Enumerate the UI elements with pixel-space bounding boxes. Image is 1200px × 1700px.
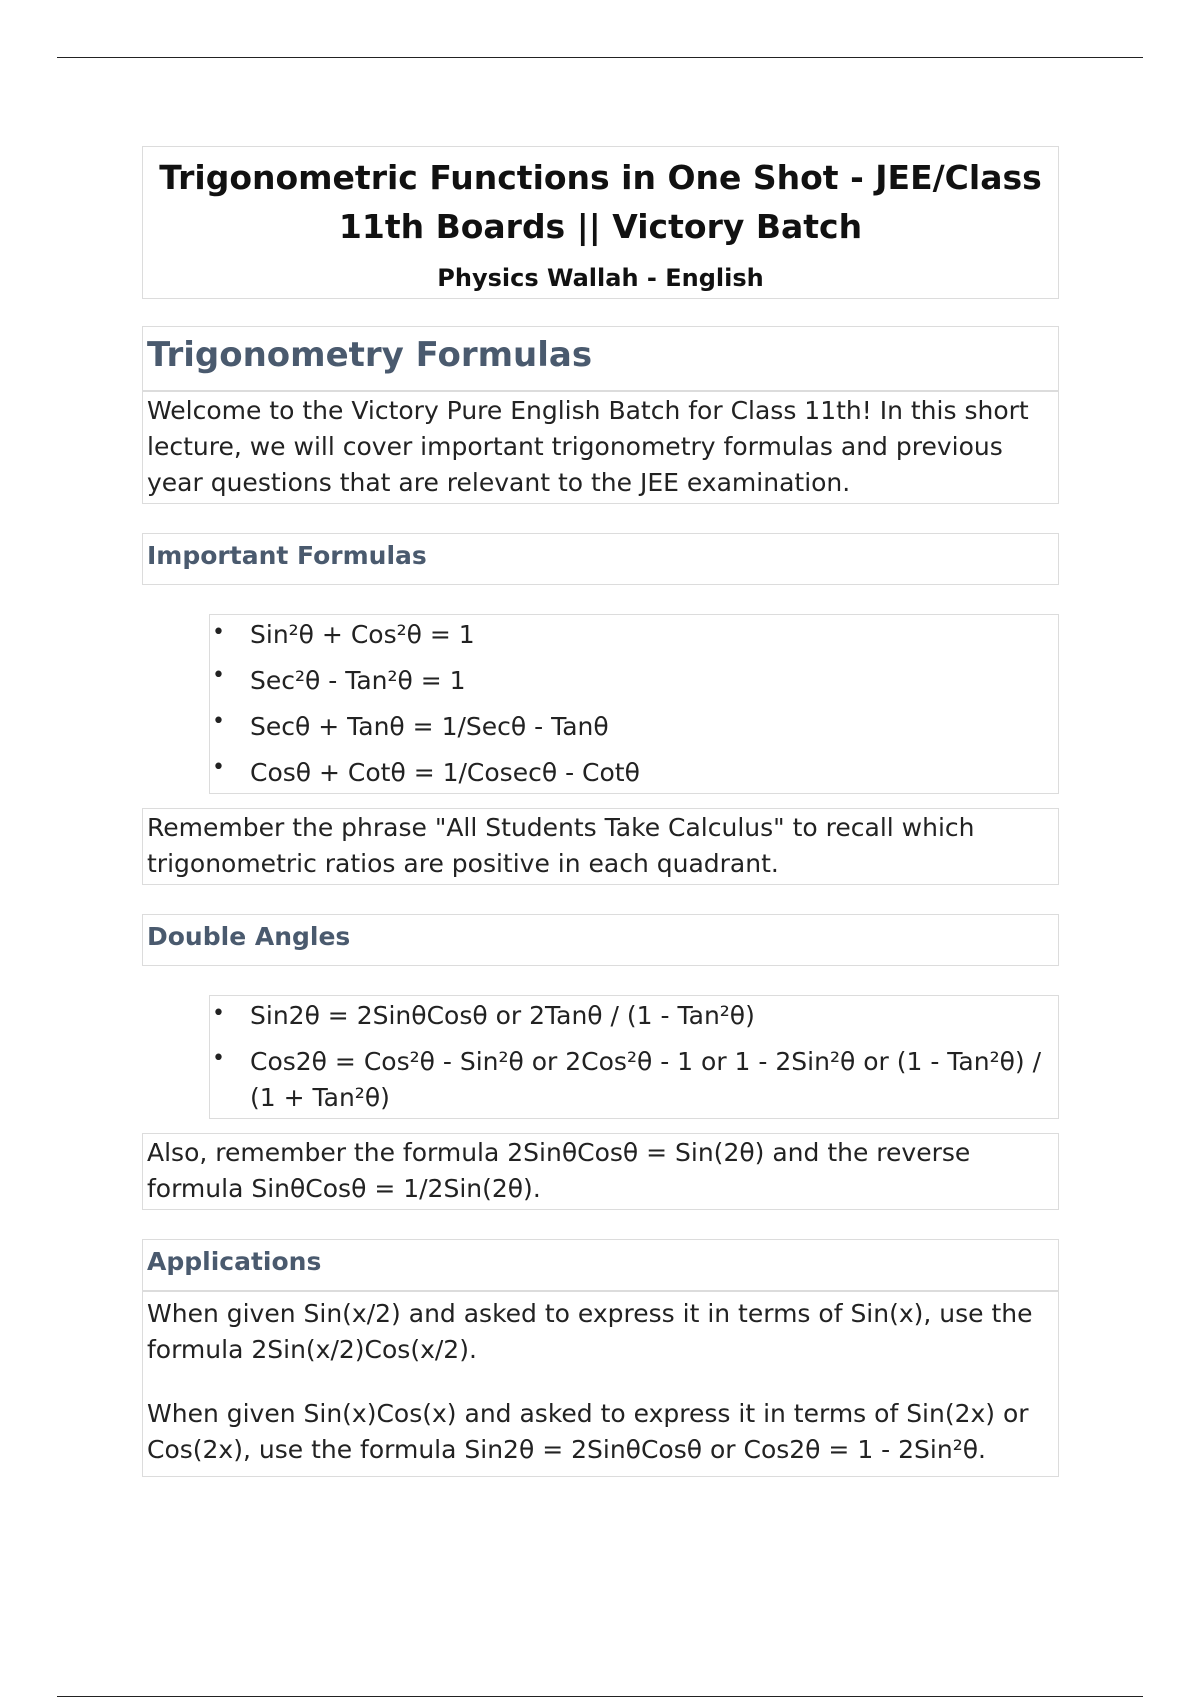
bottom-rule: [57, 1696, 1143, 1697]
double-angles-heading-box: [142, 914, 1059, 966]
quadrant-note: Remember the phrase "All Students Take Calculus" to recall which trigonometric ratios are positive in each quadrant.: [142, 808, 1059, 885]
intro-paragraph: Welcome to the Victory Pure English Batch for Class 11th! In this short lecture, we will cover important trigonometry formulas and previous year questions that are relevant to the JEE examination.: [142, 391, 1059, 504]
application-paragraph: When given Sin(x)Cos(x) and asked to express it in terms of Sin(2x) or Cos(2x), use the formula Sin2θ = 2SinθCosθ or Cos2θ = 1 - 2Sin²θ.: [147, 1399, 1029, 1464]
applications-heading: Applications: [147, 1247, 322, 1276]
document-body: [142, 146, 1059, 1477]
section-heading: Trigonometry Formulas: [147, 335, 593, 375]
list-item: • Cosθ + Cotθ = 1/Cosecθ - Cotθ: [210, 750, 1058, 793]
applications-body: [142, 1291, 1059, 1477]
important-formulas-heading-box: [142, 533, 1059, 585]
list-item: • Cos2θ = Cos²θ - Sin²θ or 2Cos²θ - 1 or 1 - 2Sin²θ or (1 - Tan²θ) / (1 + Tan²θ): [210, 1041, 1058, 1118]
important-formulas-heading: Important Formulas: [147, 541, 427, 570]
applications-heading-box: [142, 1239, 1059, 1291]
list-item: • Secθ + Tanθ = 1/Secθ - Tanθ: [210, 704, 1058, 750]
double-angles-list: [209, 995, 1059, 1119]
double-angles-heading: Double Angles: [147, 922, 351, 951]
double-angle-note: Also, remember the formula 2SinθCosθ = Sin(2θ) and the reverse formula SinθCosθ = 1/2Sin(2θ).: [142, 1133, 1059, 1210]
important-formulas-list: [209, 614, 1059, 794]
list-item: • Sin2θ = 2SinθCosθ or 2Tanθ / (1 - Tan²θ): [210, 996, 1058, 1041]
list-item: • Sec²θ - Tan²θ = 1: [210, 658, 1058, 704]
document-title: Trigonometric Functions in One Shot - JEE/Class 11th Boards || Victory Batch: [159, 158, 1042, 246]
title-block: [142, 146, 1059, 299]
top-rule: [57, 57, 1143, 58]
section-heading-box: [142, 326, 1059, 391]
list-item: • Sin²θ + Cos²θ = 1: [210, 615, 1058, 658]
channel-name: Physics Wallah - English: [437, 264, 764, 292]
application-paragraph: When given Sin(x/2) and asked to express it in terms of Sin(x), use the formula 2Sin(x/2)Cos(x/2).: [147, 1299, 1033, 1364]
